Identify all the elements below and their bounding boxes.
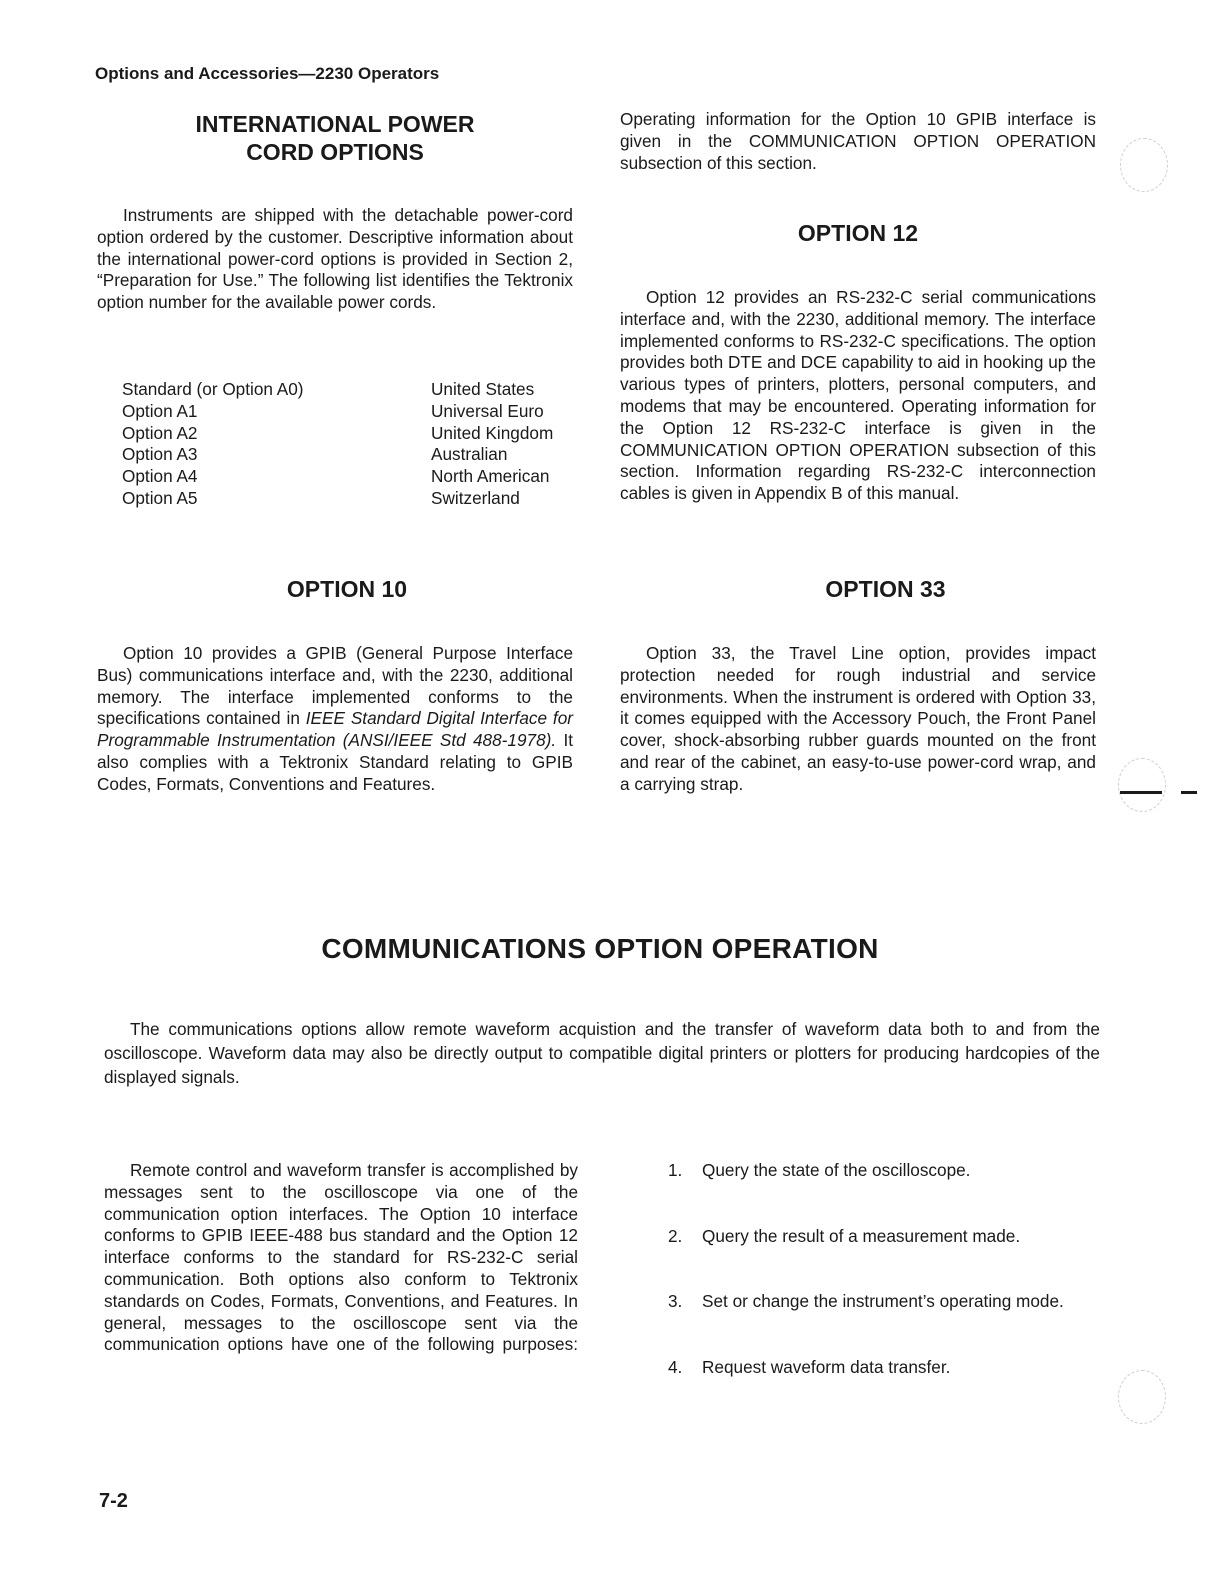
option12-title: OPTION 12 <box>797 220 919 246</box>
option10-text-italic: IEEE Standard Digital Interface for Programmable Instrumentation (ANSI/IEEE Std 488-1978). <box>97 708 573 751</box>
purpose-number: 2. <box>668 1225 683 1246</box>
option-code: Option A5 <box>122 487 198 508</box>
option10-text-after: It also complies with a Tektronix Standard relating to GPIB Codes, Formats, Conventions and Features. <box>97 730 574 794</box>
list-item <box>122 444 582 466</box>
comm-title: COMMUNICATIONS OPTION OPERATION <box>321 933 879 964</box>
option33-title: OPTION 33 <box>825 576 946 602</box>
power-cord-title <box>97 110 573 166</box>
option-code: Option A4 <box>122 466 198 487</box>
option-region: Universal Euro <box>431 400 544 421</box>
option-code: Standard (or Option A0) <box>122 379 304 399</box>
list-item <box>668 1160 1108 1226</box>
marker-dash <box>1120 791 1162 794</box>
power-cord-intro <box>97 205 573 314</box>
binder-hole <box>1118 758 1166 812</box>
list-item <box>122 423 582 445</box>
option-region: United Kingdom <box>431 422 554 443</box>
option-region: North American <box>431 466 550 487</box>
page-number: 7-2 <box>99 1490 128 1512</box>
option12-body <box>620 287 1096 505</box>
purpose-number: 3. <box>668 1291 683 1311</box>
comm-intro-text: The communications options allow remote waveform acquistion and the transfer of waveform data both to and from the oscilloscope. Waveform data may also be directly output to compatible digital printers or plotters for producing hardcopies of the displayed signals. <box>104 1019 1100 1087</box>
comm-remote <box>104 1160 578 1356</box>
option-region: Switzerland <box>431 487 520 508</box>
purpose-number: 1. <box>668 1160 683 1180</box>
comm-remote-text: Remote control and waveform transfer is accomplished by messages sent to the oscilloscope via one of the communication option interfaces. The Option 10 interface conforms to GPIB IEEE-488 bus standard and the Option 12 interface conforms to the standard for RS-232-C serial communication. Both options also conform to Tektronix standards on Codes, Formats, Conventions, and Features. In general, messages to the oscilloscope sent via the communication options have one of the following purposes: <box>104 1160 578 1355</box>
purpose-text: Set or change the instrument’s operating mode. <box>702 1291 1064 1311</box>
purpose-list <box>668 1160 1108 1422</box>
option10-continued-text: Operating information for the Option 10 GPIB interface is given in the COMMUNICATION OPTION OPERATION subsection of this section. <box>620 109 1096 173</box>
purpose-text: Query the state of the oscilloscope. <box>702 1160 971 1180</box>
option10-body <box>97 643 573 796</box>
power-cord-title-line2: CORD OPTIONS <box>246 139 424 165</box>
list-item <box>122 466 582 488</box>
purpose-text: Request waveform data transfer. <box>702 1356 951 1377</box>
option33-text: Option 33, the Travel Line option, provides impact protection needed for rough industrial and service environments. When the instrument is ordered with Option 33, it comes equipped with the Accessory Pouch, the Front Panel cover, shock-absorbing rubber guards mounted on the front and rear of the cabinet, an easy-to-use power-cord wrap, and a carrying strap. <box>620 643 1096 794</box>
purpose-text: Query the result of a measurement made. <box>702 1225 1021 1246</box>
option-code: Option A2 <box>122 422 198 443</box>
power-cord-title-line1: INTERNATIONAL POWER <box>195 111 475 137</box>
option33-body <box>620 643 1096 796</box>
list-item <box>122 488 582 510</box>
list-item <box>668 1291 1108 1357</box>
option10-title: OPTION 10 <box>286 576 408 602</box>
option-code: Option A1 <box>122 400 198 421</box>
option10-continued <box>620 109 1096 174</box>
option-region: Australian <box>431 444 508 465</box>
option-region: United States <box>431 379 535 399</box>
list-item <box>122 379 582 401</box>
list-item <box>668 1357 1108 1423</box>
binder-hole <box>1118 1370 1166 1424</box>
option12-text: Option 12 provides an RS-232-C serial communications interface and, with the 2230, additional memory. The interface implemented conforms to RS-232-C specifications. The option provides both DTE and DCE capability to aid in hooking up the various types of printers, plotters, personal computers, and modems that may be encountered. Operating information for the Option 12 RS-232-C interface is given in the COMMUNICATION OPTION OPERATION subsection of this section. Information regarding RS-232-C interconnection cables is given in Appendix B of this manual. <box>620 287 1096 504</box>
power-cord-option-list <box>122 379 582 510</box>
comm-intro <box>104 1017 1100 1089</box>
binder-edge <box>1170 0 1221 1578</box>
power-cord-intro-text: Instruments are shipped with the detachable power-cord option ordered by the customer. Descriptive information about the international power-cord options is provided in Section 2, “Preparation for Use.” The following list identifies the Tektronix option number for the available power cords. <box>97 205 573 313</box>
list-item <box>122 401 582 423</box>
option-code: Option A3 <box>122 444 198 465</box>
purpose-number: 4. <box>668 1356 683 1377</box>
marker-dash <box>1181 791 1197 794</box>
option10-text <box>97 643 573 796</box>
running-head: Options and Accessories—2230 Operators <box>95 64 440 83</box>
option10-text-before: Option 10 provides a GPIB (General Purpose Interface Bus) communications interface and, with the 2230, additional memory. The interface implemented conforms to the specifications contained in <box>97 643 573 729</box>
binder-hole <box>1120 138 1168 192</box>
list-item <box>668 1226 1108 1292</box>
